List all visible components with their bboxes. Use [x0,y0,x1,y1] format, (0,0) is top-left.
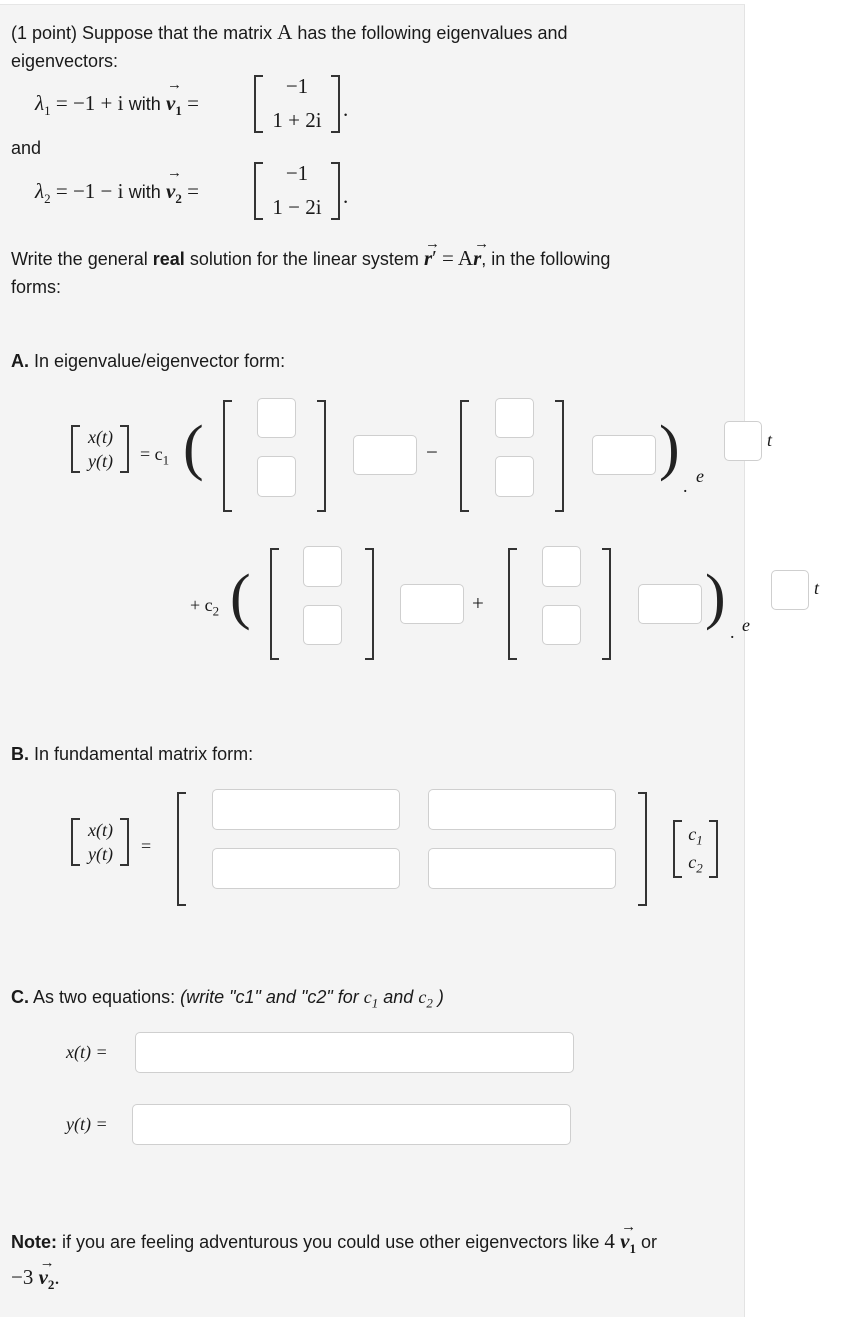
answer-box-fund-21[interactable] [212,848,400,889]
answer-box-b1-top[interactable] [303,546,342,587]
question-text: Write the general real solution for the linear system → r′ = A → r, in the following forms: [11,236,611,297]
answer-box-a2-func[interactable] [592,435,656,475]
part-c-heading: C. As two equations: (write "c1" and "c2" for $c_1$ and $c_2$ ) [11,987,444,1011]
period: . [343,184,349,208]
answer-box-fund-12[interactable] [428,789,616,830]
part-b-heading: B. In fundamental matrix form: [11,744,254,764]
open-paren: ( [183,414,204,482]
answer-box-b1-func[interactable] [400,584,464,624]
y-equals-label: y(t) = [66,1114,108,1134]
v2-top: −1 [285,161,309,185]
minus-sign: − [426,440,438,464]
bracket-left [177,792,186,906]
note-text: Note: if you are feeling adventurous you could use other eigenvectors like 4 → $v_1$ or −3 → $v_2$. [11,1219,657,1293]
eigenvalue-1: $\lambda_1 = -1 + i$ with → $v_1$ = [35,77,199,119]
answer-box-b2-bottom[interactable] [542,605,581,645]
period: . [343,97,349,121]
exponent-t: t [814,578,820,598]
answer-box-fund-22[interactable] [428,848,616,889]
answer-box-b2-func[interactable] [638,584,702,624]
answer-box-a-exponent-1[interactable] [724,421,762,461]
answer-box-a1-bottom[interactable] [257,456,296,497]
answer-box-a1-func[interactable] [353,435,417,475]
answer-box-b1-bottom[interactable] [303,605,342,645]
answer-box-a2-bottom[interactable] [495,456,534,497]
answer-box-b2-top[interactable] [542,546,581,587]
and-label: and [11,138,42,158]
close-paren: ) [659,414,680,482]
c2-entry: $c_2$ [688,852,703,876]
exponential-e: e [696,466,704,486]
bracket-right [555,400,564,512]
y-of-t: y(t) [88,451,113,471]
bracket-right [638,792,647,906]
x-of-t: x(t) [88,820,113,840]
bracket-left [508,548,517,660]
answer-box-a1-top[interactable] [257,398,296,438]
x-of-t: x(t) [88,427,113,447]
open-paren: ( [230,563,251,631]
bracket-right [120,425,129,473]
period: . [730,622,735,642]
bracket-right [120,818,129,866]
bracket-right [331,162,340,220]
plus-sign: + [472,591,484,615]
equals-sign: = [141,836,152,856]
bracket-left [270,548,279,660]
bracket-right [331,75,340,133]
answer-box-fund-11[interactable] [212,789,400,830]
bracket-right [317,400,326,512]
c1-coefficient: = $c_1$ [140,444,170,468]
answer-box-a-exponent-2[interactable] [771,570,809,610]
y-of-t: y(t) [88,844,113,864]
bracket-right [709,820,718,878]
c2-coefficient: + $c_2$ [190,595,220,619]
bracket-left [460,400,469,512]
part-a-heading: A. In eigenvalue/eigenvector form: [11,351,286,371]
answer-box-a2-top[interactable] [495,398,534,438]
period: . [683,476,688,496]
bracket-left [223,400,232,512]
c1-entry: $c_1$ [688,824,703,848]
bracket-right [602,548,611,660]
exponential-e: e [742,615,750,635]
eigenvalue-2: $\lambda_2 = -1 - i$ with → $v_2$ = [35,165,199,207]
intro-text: (1 point) Suppose that the matrix A has the following eigenvalues and eigenvectors: [11,20,568,71]
v1-bottom: 1 + 2i [272,108,322,132]
x-equals-label: x(t) = [66,1042,108,1062]
bracket-right [365,548,374,660]
x-equation-input[interactable] [135,1032,574,1073]
exponent-t: t [767,430,773,450]
v2-bottom: 1 − 2i [272,195,322,219]
close-paren: ) [705,563,726,631]
y-equation-input[interactable] [132,1104,571,1145]
v1-top: −1 [285,74,309,98]
